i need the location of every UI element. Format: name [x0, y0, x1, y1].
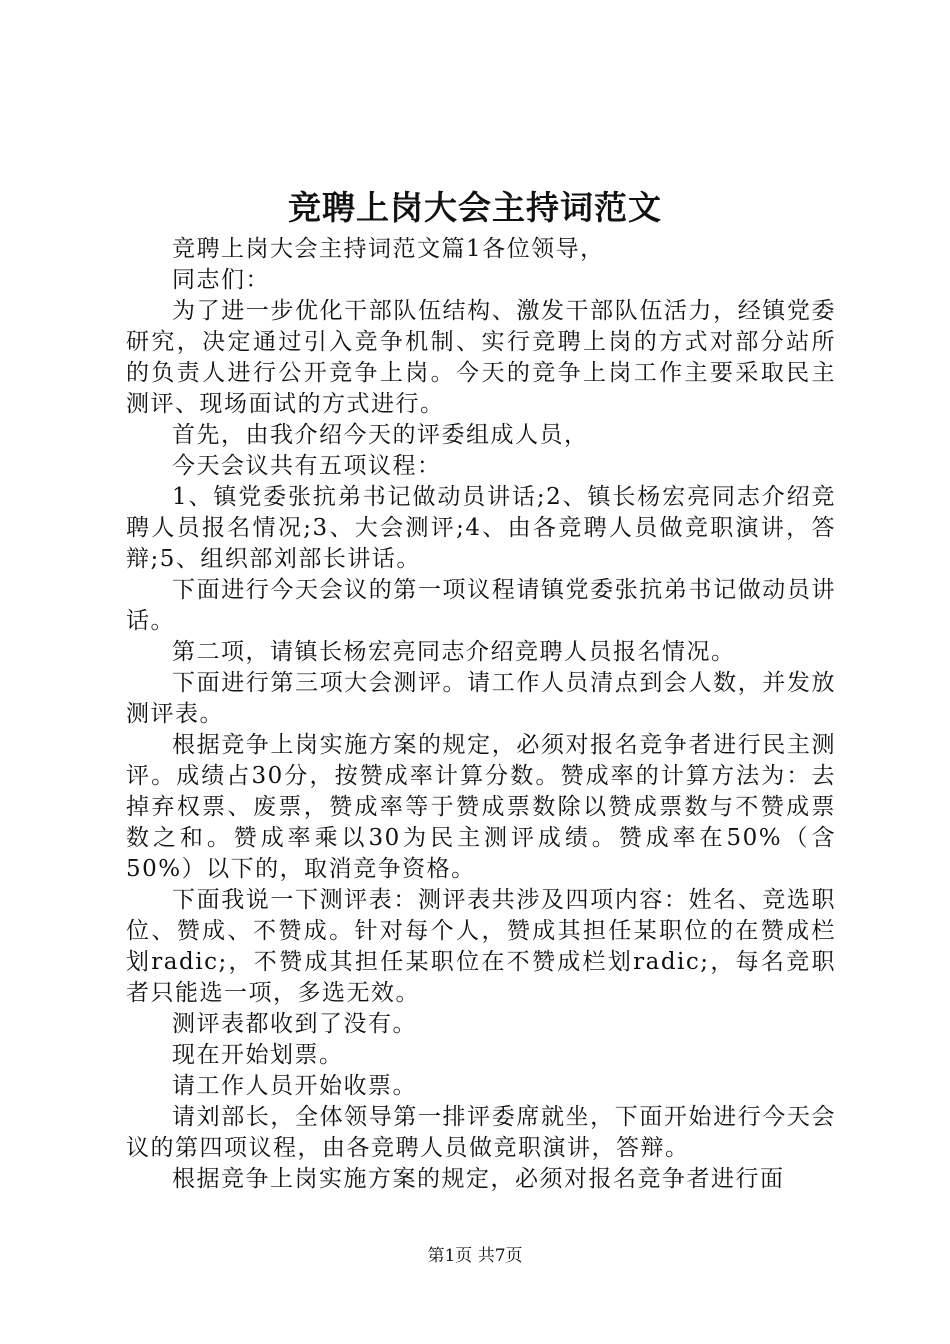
paragraph: 今天会议共有五项议程：: [172, 453, 442, 479]
paragraph: 现在开始划票。: [172, 1042, 344, 1068]
paragraph: 为了进一步优化干部队伍结构、激发干部队伍活力，经镇党委研究，决定通过引入竞争机制、实行竞聘上岗的方式对部分站所的负责人进行公开竞争上岗。今天的竞争上岗工作主要采取民主测评、现场面试的方式进行。: [126, 298, 836, 417]
paragraph: 首先，由我介绍今天的评委组成人员，: [172, 422, 589, 448]
paragraph: 根据竞争上岗实施方案的规定，必须对报名竞争者进行面: [172, 1166, 785, 1192]
paragraph: 下面我说一下测评表：测评表共涉及四项内容：姓名、竞选职位、赞成、不赞成。针对每个人，赞成其担任某职位的在赞成栏划radic;，不赞成其担任某职位在不赞成栏划radic;，每名竞职者只能选一项，多选无效。: [126, 887, 836, 1006]
paragraph: 同志们：: [172, 267, 270, 293]
paragraph: 下面进行第三项大会测评。请工作人员清点到会人数，并发放测评表。: [126, 670, 836, 727]
document-body: [126, 234, 836, 1195]
paragraph: 请刘部长，全体领导第一排评委席就坐，下面开始进行今天会议的第四项议程，由各竞聘人员做竞职演讲，答辩。: [126, 1104, 836, 1161]
paragraph: 1、镇党委张抗弟书记做动员讲话;2、镇长杨宏亮同志介绍竞聘人员报名情况;3、大会测评;4、由各竞聘人员做竞职演讲，答辩;5、组织部刘部长讲话。: [126, 484, 836, 572]
paragraph: 请工作人员开始收票。: [172, 1073, 417, 1099]
paragraph: 第二项，请镇长杨宏亮同志介绍竞聘人员报名情况。: [172, 639, 736, 665]
paragraph: 根据竞争上岗实施方案的规定，必须对报名竞争者进行民主测评。成绩占30分，按赞成率计算分数。赞成率的计算方法为：去掉弃权票、废票，赞成率等于赞成票数除以赞成票数与不赞成票数之和。赞成率乘以30为民主测评成绩。赞成率在50%（含50%）以下的，取消竞争资格。: [126, 732, 836, 882]
document-title: 竞聘上岗大会主持词范文: [288, 188, 662, 227]
page-footer: 第1页 共7页: [427, 1246, 523, 1266]
paragraph: 测评表都收到了没有。: [172, 1011, 417, 1037]
paragraph: 竞聘上岗大会主持词范文篇1各位领导，: [172, 236, 605, 262]
paragraph: 下面进行今天会议的第一项议程请镇党委张抗弟书记做动员讲话。: [126, 577, 836, 634]
